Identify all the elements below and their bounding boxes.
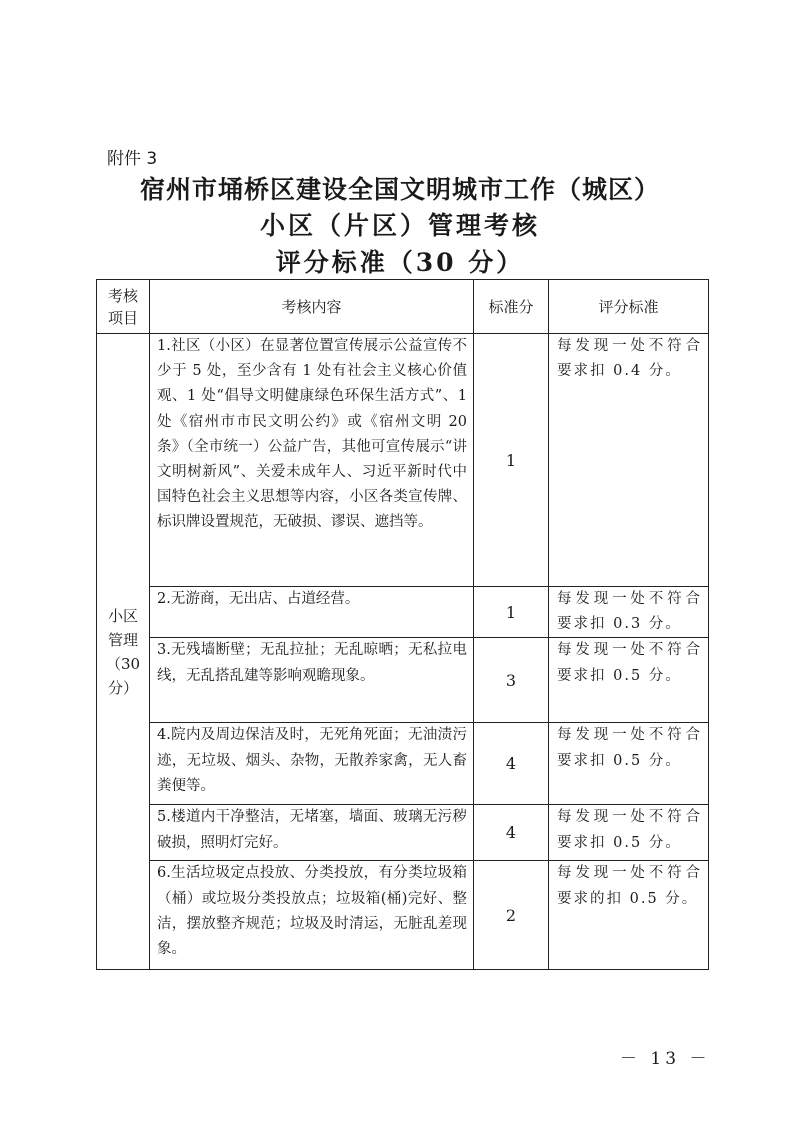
table-row [97,638,709,723]
header-score: 标准分 [474,280,549,334]
rule-cell: 每发现一处不符合要求扣 0.5 分。 [549,723,709,805]
table-row [97,861,709,970]
rule-cell: 每发现一处不符合要求扣 0.3 分。 [549,587,709,638]
header-item-line-2: 项目 [107,308,138,327]
category-line-1: 小区 [107,606,138,625]
header-item-line-1: 考核 [107,286,138,305]
category-line-4: 分） [107,678,138,697]
scoring-table [96,279,709,970]
page-number: － 13 － [620,1049,711,1069]
category-cell [97,334,150,970]
table-row [97,587,709,638]
table-row [97,723,709,805]
document-title-line-1: 宿州市埇桥区建设全国文明城市工作（城区） [139,175,660,204]
content-cell: 6.生活垃圾定点投放、分类投放，有分类垃圾箱（桶）或垃圾分类投放点；垃圾箱(桶)完好、整洁，摆放整齐规范；垃圾及时清运，无脏乱差现象。 [150,861,474,970]
score-cell: 3 [474,638,549,723]
document-title-line-3: 评分标准（30 分） [275,248,525,277]
table-row [97,334,709,587]
header-content: 考核内容 [150,280,474,334]
table-row [97,805,709,861]
rule-cell: 每发现一处不符合要求扣 0.5 分。 [549,638,709,723]
header-rule: 评分标准 [549,280,709,334]
table-header-row [97,280,709,334]
attachment-label: 附件 3 [107,149,158,169]
content-cell: 4.院内及周边保洁及时，无死角死面；无油渍污迹，无垃圾、烟头、杂物，无散养家禽，无人畜粪便等。 [150,723,474,805]
rule-cell: 每发现一处不符合要求扣 0.4 分。 [549,334,709,587]
category-line-2: 管理 [107,630,138,649]
category-line-3: （30 [105,654,141,673]
score-cell: 4 [474,723,549,805]
header-item [97,280,150,334]
content-cell: 3.无残墙断壁；无乱拉扯；无乱晾晒；无私拉电线，无乱搭乱建等影响观瞻现象。 [150,638,474,723]
score-cell: 4 [474,805,549,861]
rule-cell: 每发现一处不符合要求的扣 0.5 分。 [549,861,709,970]
content-cell: 5.楼道内干净整洁，无堵塞，墙面、玻璃无污秽破损，照明灯完好。 [150,805,474,861]
score-cell: 2 [474,861,549,970]
content-cell: 2.无游商，无出店、占道经营。 [150,587,474,638]
rule-cell: 每发现一处不符合要求扣 0.5 分。 [549,805,709,861]
score-cell: 1 [474,587,549,638]
score-cell: 1 [474,334,549,587]
document-title-line-2: 小区（片区）管理考核 [259,211,540,240]
content-cell: 1.社区（小区）在显著位置宣传展示公益宣传不少于 5 处，至少含有 1 处有社会主义核心价值观、1 处“倡导文明健康绿色环保生活方式”、1 处《宿州市市民文明公约》或《宿州文明 20 条》（全市统一）公益广告，其他可宣传展示“讲文明树新风”、关爱未成年人、习近平新时代中国特色社会主义思想等内容，小区各类宣传牌、标识牌设置规范，无破损、谬误、遮挡等。 [150,334,474,587]
